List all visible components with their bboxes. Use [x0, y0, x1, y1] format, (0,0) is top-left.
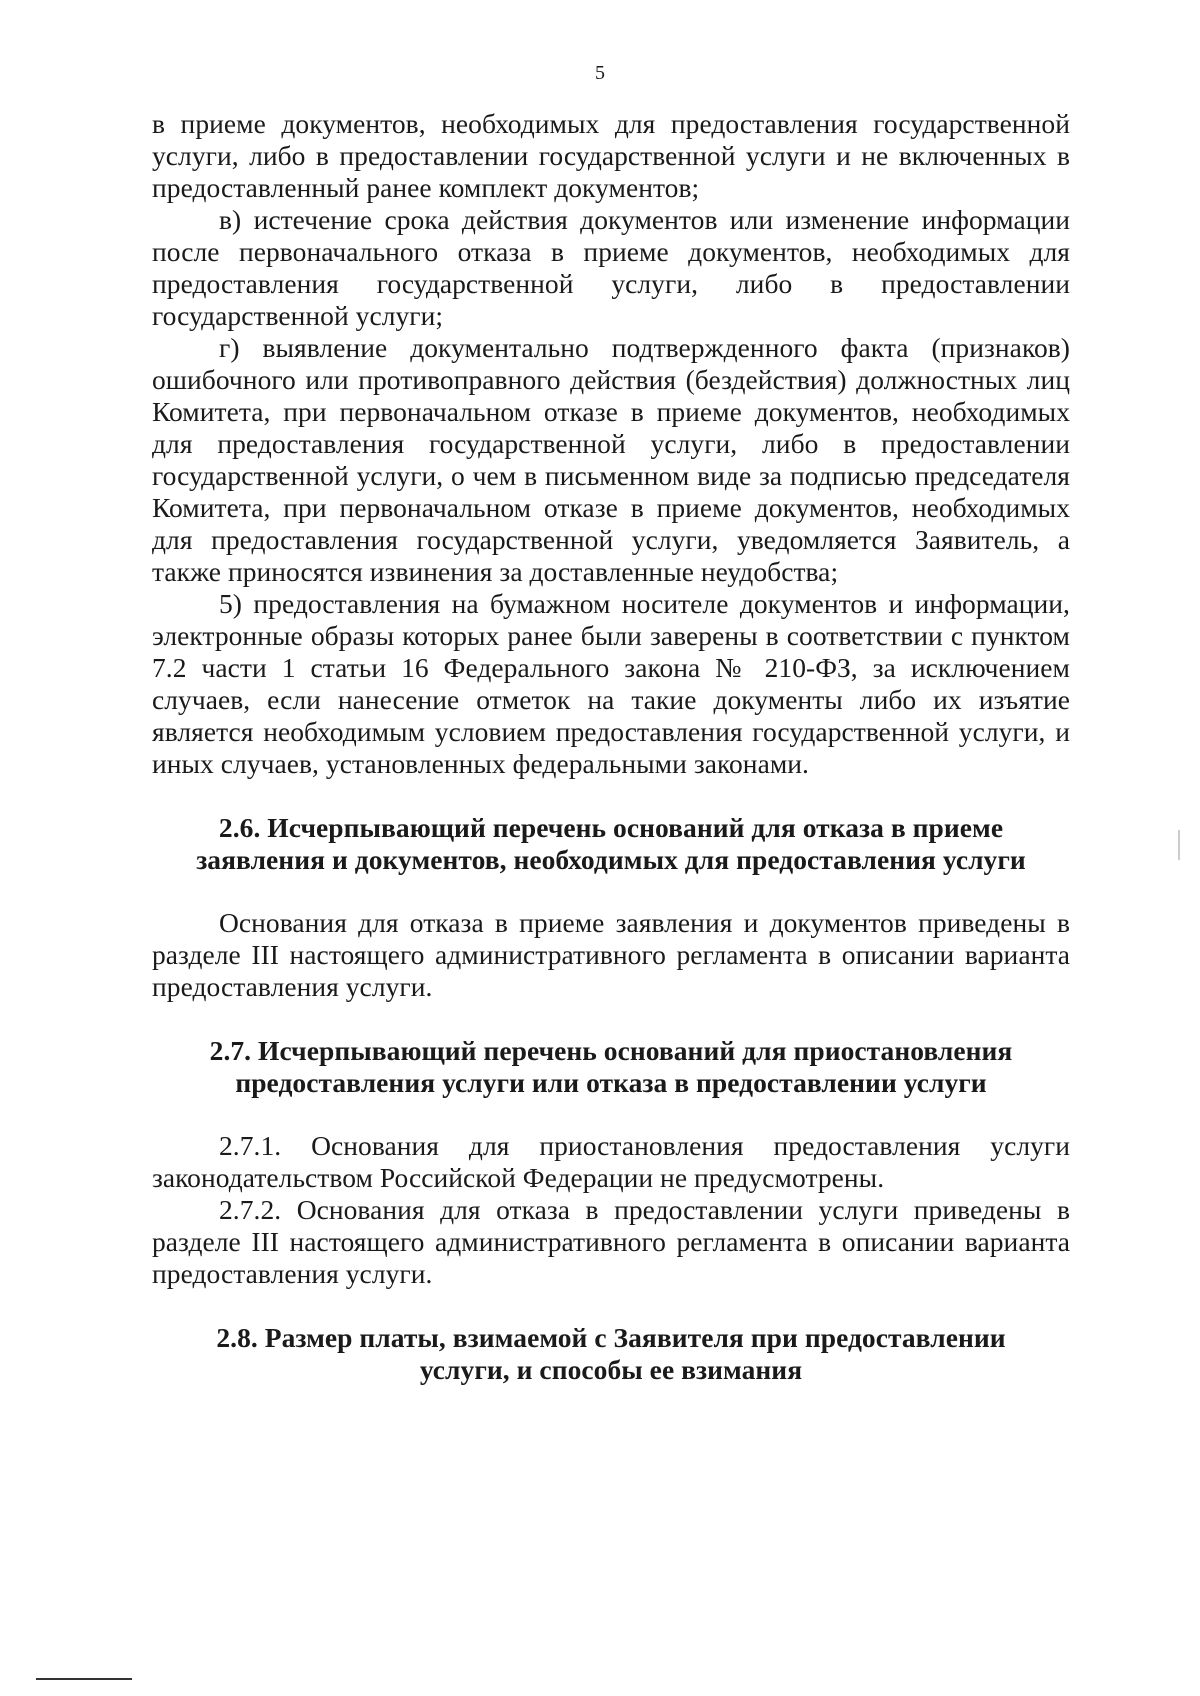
section-heading-line: 2.7. Исчерпывающий перечень оснований для приостановления	[209, 1035, 1013, 1066]
section-2-6-heading	[152, 812, 1070, 876]
paragraph-item-5: 5) предоставления на бумажном носителе документов и информации, электронные образы которых ранее были заверены в соответствии с пунктом 7.2 части 1 статьи 16 Федерального закона № 210-ФЗ, за исключением случаев, если нанесение отметок на такие документы либо их изъятие является необходимым условием предоставления государственной услуги, и иных случаев, установленных федеральными законами.	[152, 588, 1070, 779]
footer-rule	[36, 1678, 132, 1680]
section-2-7-1: 2.7.1. Основания для приостановления предоставления услуги законодательством Российской Федерации не предусмотрены.	[152, 1130, 1070, 1193]
section-2-8-heading	[152, 1322, 1070, 1386]
section-heading-line: заявления и документов, необходимых для предоставления услуги	[196, 844, 1026, 875]
page-number: 5	[595, 62, 605, 84]
section-heading-line: предоставления услуги или отказа в предоставлении услуги	[235, 1067, 987, 1098]
section-2-7-2: 2.7.2. Основания для отказа в предоставлении услуги приведены в разделе III настоящего административного регламента в описании варианта предоставления услуги.	[152, 1194, 1070, 1289]
section-heading-line: 2.8. Размер платы, взимаемой с Заявителя при предоставлении	[216, 1322, 1006, 1353]
document-body	[152, 108, 1070, 1386]
section-heading-line: услуги, и способы ее взимания	[419, 1354, 803, 1385]
section-2-7-heading	[152, 1035, 1070, 1099]
paragraph-item-g: г) выявление документально подтвержденного факта (признаков) ошибочного или противоправного действия (бездействия) должностных лиц Комитета, при первоначальном отказе в приеме документов, необходимых для предоставления государственной услуги, либо в предоставлении государственной услуги, о чем в письменном виде за подписью председателя Комитета, при первоначальном отказе в приеме документов, необходимых для предоставления государственной услуги, уведомляется Заявитель, а также приносятся извинения за доставленные неудобства;	[152, 332, 1070, 587]
section-2-6-body: Основания для отказа в приеме заявления и документов приведены в разделе III настоящего административного регламента в описании варианта предоставления услуги.	[152, 907, 1070, 1002]
section-heading-line: 2.6. Исчерпывающий перечень оснований для отказа в приеме	[218, 812, 1004, 843]
scan-margin-mark	[1178, 830, 1180, 860]
paragraph-item-v: в) истечение срока действия документов или изменение информации после первоначального отказа в приеме документов, необходимых для предоставления государственной услуги, либо в предоставлении государственной услуги;	[152, 204, 1070, 331]
paragraph-continuation: в приеме документов, необходимых для предоставления государственной услуги, либо в предоставлении государственной услуги и не включенных в предоставленный ранее комплект документов;	[152, 108, 1070, 203]
